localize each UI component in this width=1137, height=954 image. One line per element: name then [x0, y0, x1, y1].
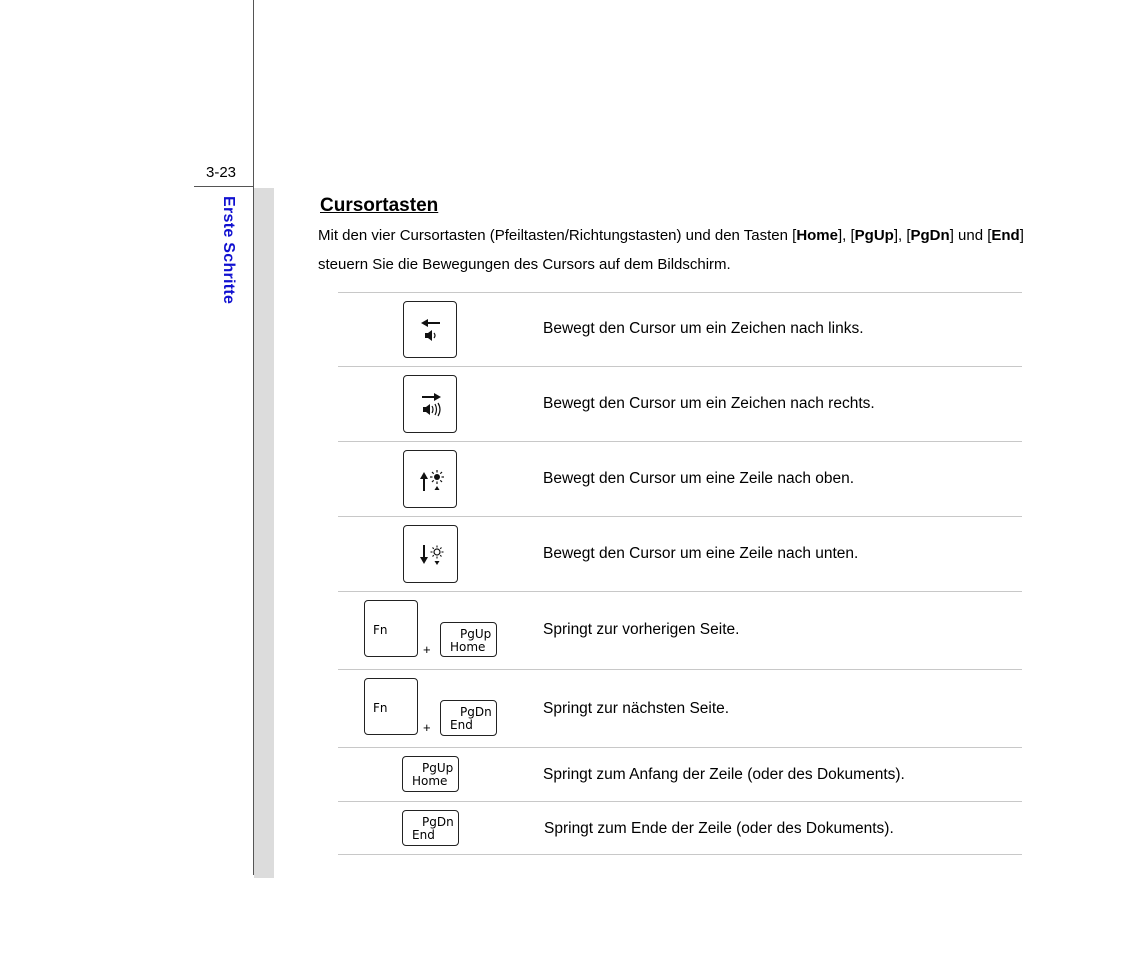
pgdn-end-key-icon: PgDn End	[402, 810, 459, 846]
row-description: Bewegt den Cursor um eine Zeile nach oben.	[543, 470, 855, 487]
plus-sign: +	[423, 642, 431, 657]
pgdn-end-key-icon: PgDn End	[440, 700, 497, 736]
table-row	[338, 747, 1022, 801]
chapter-label: Erste Schritte	[220, 196, 237, 305]
key-cell	[338, 367, 538, 441]
fn-plus-pgdn-end-key-icon	[338, 670, 538, 747]
left-arrow-volume-down-key-icon	[403, 301, 457, 358]
table-row	[338, 366, 1022, 441]
row-description: Springt zur vorherigen Seite.	[543, 621, 740, 638]
fn-key-icon: Fn	[364, 678, 418, 735]
table-row	[338, 516, 1022, 591]
up-arrow-brightness-up-key-icon	[403, 450, 457, 508]
intro-paragraph: Mit den vier Cursortasten (Pfeiltasten/Richtungstasten) und den Tasten [Home], [PgUp], [PgDn] und [End] steuern Sie die Bewegungen des Cursors auf dem Bildschirm.	[318, 227, 1024, 273]
down-arrow-brightness-down-key-icon	[403, 525, 458, 583]
row-description: Springt zur nächsten Seite.	[543, 700, 730, 717]
section-title: Cursortasten	[320, 195, 439, 216]
table-row	[338, 669, 1022, 747]
row-description: Bewegt den Cursor um eine Zeile nach unten.	[543, 545, 859, 562]
row-description: Bewegt den Cursor um ein Zeichen nach rechts.	[543, 395, 875, 412]
table-row	[338, 292, 1022, 366]
key-cell	[338, 442, 538, 516]
key-cell	[338, 517, 538, 591]
fn-plus-pgup-home-key-icon	[338, 592, 538, 669]
key-cell	[338, 802, 538, 854]
page-number: 3-23	[206, 164, 237, 181]
fn-key-icon: Fn	[364, 600, 418, 657]
cursor-keys-table	[338, 292, 1022, 855]
table-row	[338, 441, 1022, 516]
plus-sign: +	[423, 720, 431, 735]
right-arrow-volume-up-key-icon	[403, 375, 457, 433]
page-number-rule	[194, 186, 254, 187]
row-description: Springt zum Anfang der Zeile (oder des Dokuments).	[543, 766, 905, 783]
row-description: Springt zum Ende der Zeile (oder des Dokuments).	[544, 820, 894, 837]
pgup-home-key-icon: PgUp Home	[402, 756, 459, 792]
table-row	[338, 801, 1022, 855]
key-cell	[338, 293, 538, 366]
row-description: Bewegt den Cursor um ein Zeichen nach links.	[543, 320, 864, 337]
key-cell	[338, 748, 538, 801]
table-row	[338, 591, 1022, 669]
chapter-tab-bar	[254, 188, 274, 878]
pgup-home-key-icon: PgUp Home	[440, 622, 497, 657]
